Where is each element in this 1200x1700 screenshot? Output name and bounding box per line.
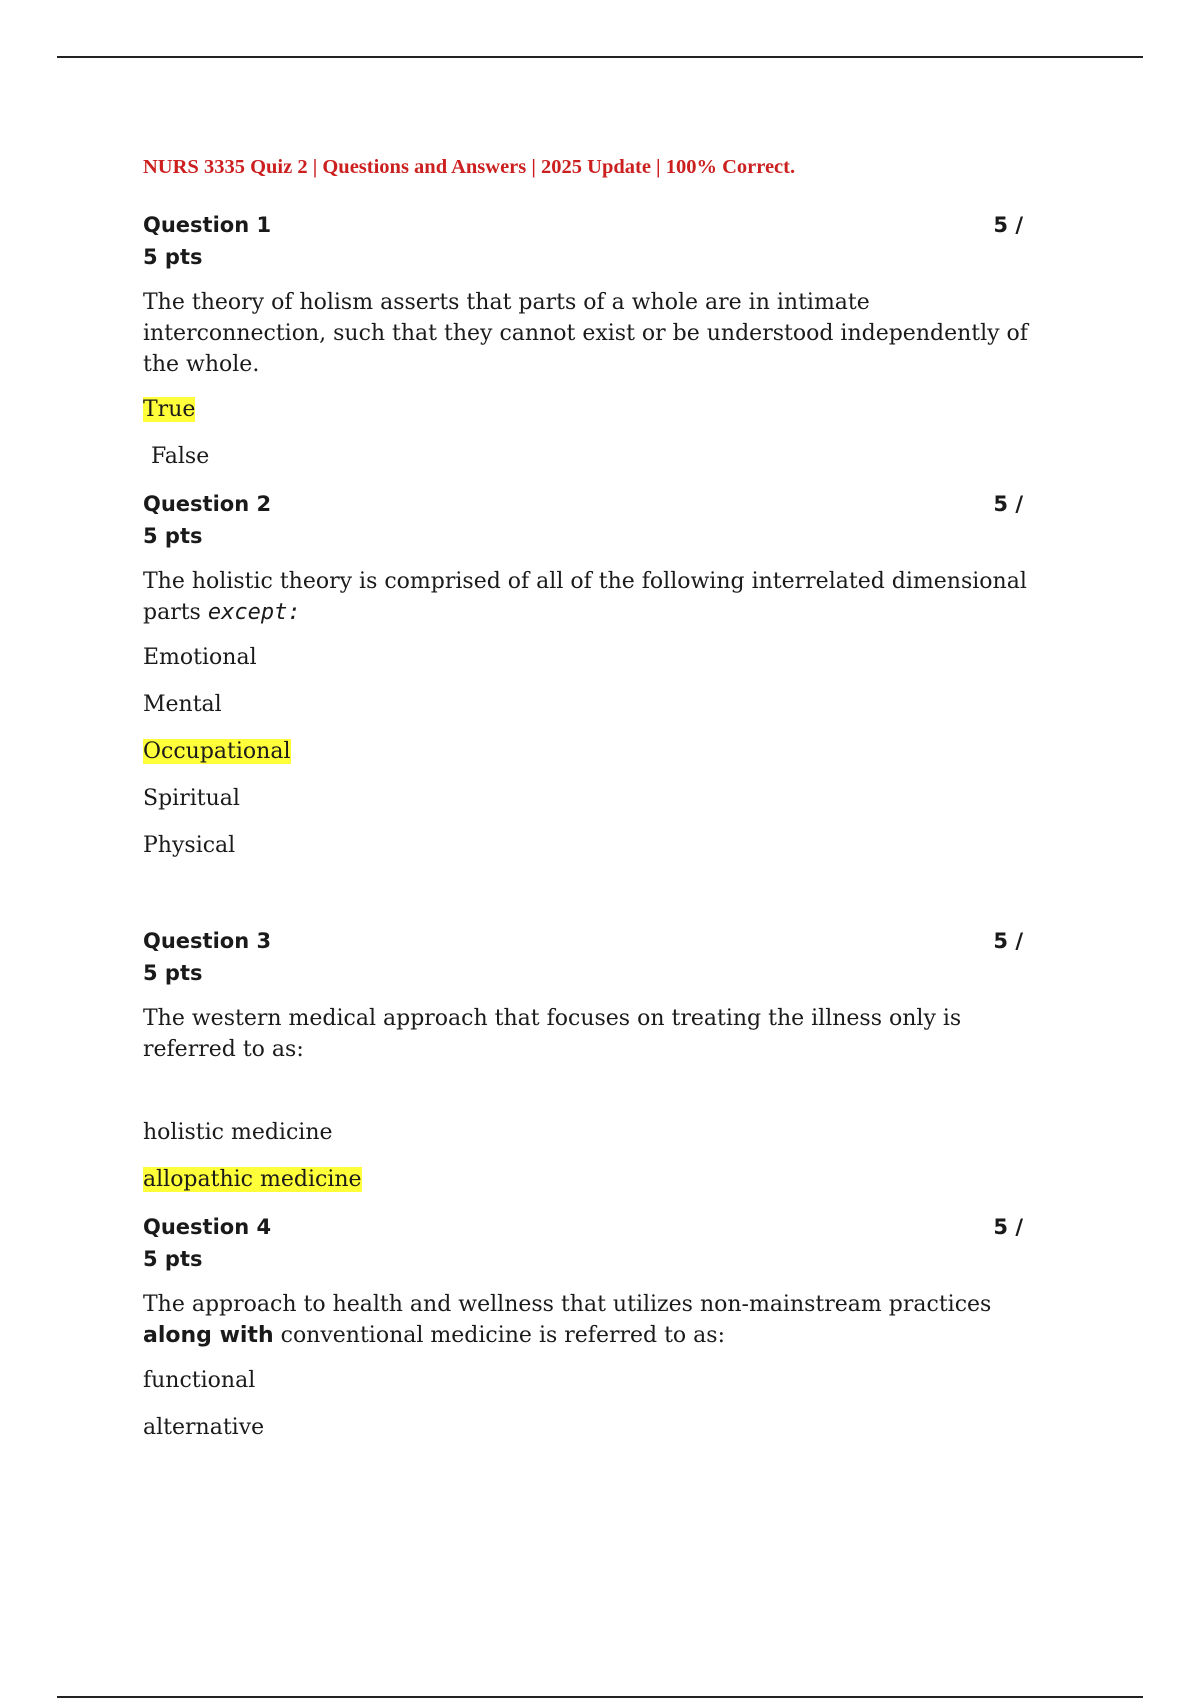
answer-text: Physical — [143, 833, 236, 858]
answer-text: Emotional — [143, 645, 257, 670]
question-text-main: The holistic theory is comprised of all of the following interrelated dimensional parts — [143, 569, 1027, 625]
bottom-rule — [57, 1696, 1143, 1698]
question-label: Question 3 — [143, 929, 272, 953]
spacer — [143, 1079, 1053, 1117]
answer-option[interactable] — [143, 441, 1053, 472]
question-text-tail: conventional medicine is referred to as: — [273, 1323, 725, 1348]
answer-option[interactable] — [143, 642, 1053, 673]
question-score: 5 / — [993, 1215, 1023, 1239]
answer-option[interactable] — [143, 1164, 1053, 1195]
highlighted-answer: Occupational — [143, 739, 291, 764]
question-points: 5 pts — [143, 245, 203, 269]
answer-option[interactable] — [143, 830, 1053, 861]
answer-text: Mental — [143, 692, 222, 717]
question-points: 5 pts — [143, 961, 203, 985]
answer-text: Spiritual — [143, 786, 240, 811]
answer-option[interactable] — [143, 689, 1053, 720]
highlighted-answer: True — [143, 397, 196, 422]
question-label: Question 2 — [143, 492, 272, 516]
answer-text: holistic medicine — [143, 1120, 333, 1145]
answer-text: False — [151, 444, 210, 469]
answer-option[interactable] — [143, 783, 1053, 814]
question-header — [143, 209, 1053, 241]
question-4 — [143, 1211, 1053, 1443]
question-3 — [143, 925, 1053, 1195]
question-header — [143, 925, 1053, 957]
document-title: NURS 3335 Quiz 2 | Questions and Answers | 2025 Update | 100% Correct. — [143, 156, 796, 178]
question-text-emphasis: except: — [207, 600, 301, 625]
question-points: 5 pts — [143, 524, 203, 548]
question-text — [143, 1289, 1053, 1351]
question-header — [143, 1211, 1053, 1243]
question-2 — [143, 488, 1053, 861]
highlighted-answer: allopathic medicine — [143, 1167, 362, 1192]
question-text-main: The approach to health and wellness that utilizes non-mainstream practices — [143, 1292, 992, 1317]
question-text — [143, 566, 1053, 628]
question-1 — [143, 209, 1053, 472]
answer-text: functional — [143, 1368, 256, 1393]
answer-option[interactable] — [143, 1412, 1053, 1443]
question-text: The western medical approach that focuses on treating the illness only is referred to as: — [143, 1006, 962, 1062]
question-score: 5 / — [993, 492, 1023, 516]
question-header — [143, 488, 1053, 520]
question-label: Question 4 — [143, 1215, 272, 1239]
question-label: Question 1 — [143, 213, 272, 237]
answer-text: alternative — [143, 1415, 265, 1440]
spacer — [143, 877, 1053, 925]
answer-option[interactable] — [143, 1117, 1053, 1148]
question-text-emphasis: along with — [143, 1323, 274, 1348]
answer-option[interactable] — [143, 394, 1053, 425]
question-points: 5 pts — [143, 1247, 203, 1271]
answer-option[interactable] — [143, 736, 1053, 767]
answer-option[interactable] — [143, 1365, 1053, 1396]
document-body — [143, 156, 1053, 1459]
top-rule — [57, 56, 1143, 58]
question-score: 5 / — [993, 929, 1023, 953]
question-text: The theory of holism asserts that parts of a whole are in intimate interconnection, such that they cannot exist or be understood independently of the whole. — [143, 290, 1028, 377]
question-score: 5 / — [993, 213, 1023, 237]
